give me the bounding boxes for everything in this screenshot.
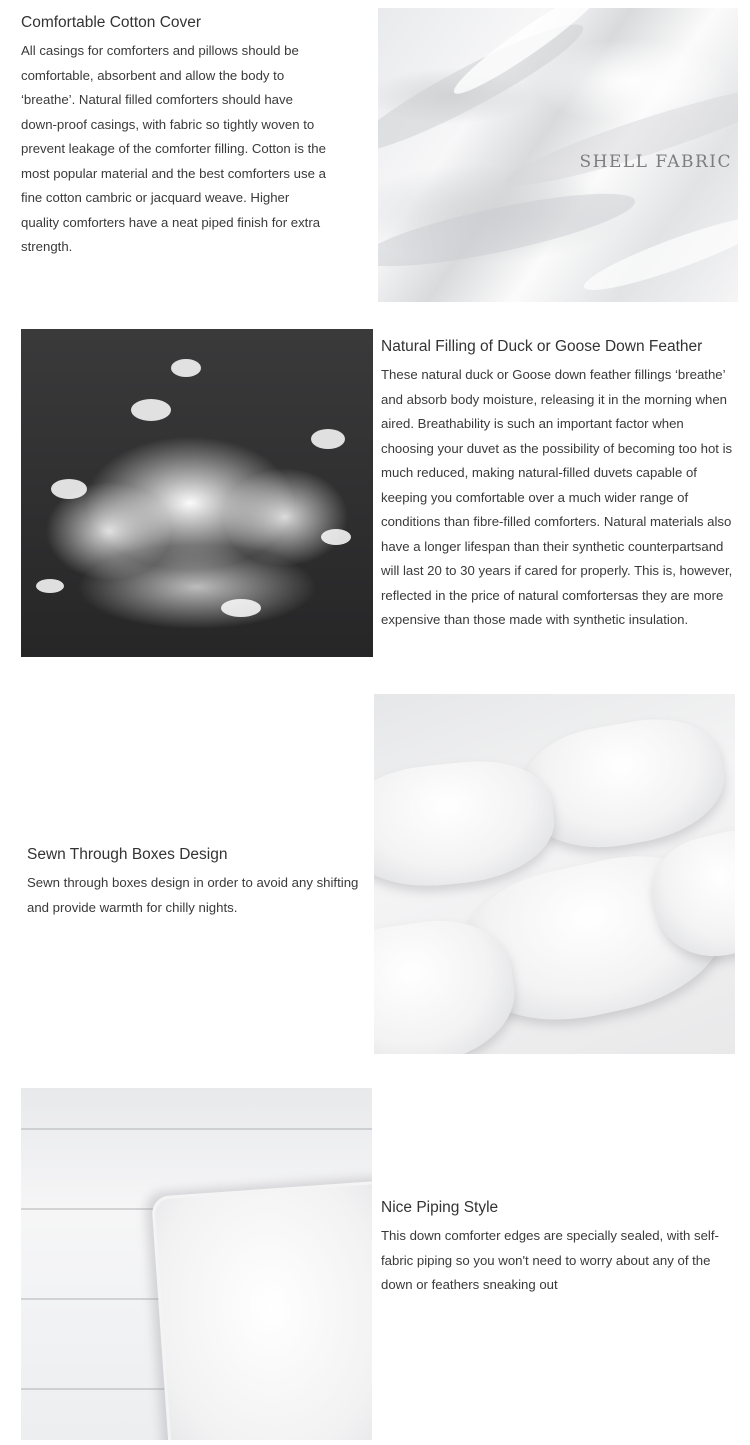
section-boxes-design [27,845,377,920]
section-heading: Natural Filling of Duck or Goose Down Feather [381,338,703,355]
down-feather-photo [21,329,373,657]
section-heading: Nice Piping Style [381,1199,499,1216]
pillow-with-piping [151,1180,372,1440]
section-heading: Sewn Through Boxes Design [27,846,228,863]
section-heading: Comfortable Cotton Cover [21,14,202,31]
shell-fabric-photo [378,8,738,302]
piping-edge-photo [21,1088,372,1440]
section-down-filling [381,337,736,633]
section-cotton-cover [21,13,326,260]
quilted-boxes-photo [374,694,735,1054]
section-piping-style [381,1198,736,1298]
section-body: These natural duck or Goose down feather fillings ‘breathe’ and absorb body moisture, releasing it in the morning when aired. Breathability is such an important factor when choosing your duvet as the possibility of becoming too hot is much reduced, making natural-filled duvets capable of keeping you comfortable over a much wider range of conditions than fibre-filled comforters. Natural materials also have a longer lifespan than their synthetic counterpartsand will last 20 to 30 years if cared for properly. This is, however, reflected in the price of natural comfortersas they are more expensive than those made with synthetic insulation. [381,367,733,627]
section-body: All casings for comforters and pillows should be comfortable, absorbent and allow the body to ‘breathe’. Natural filled comforters should have down-proof casings, with fabric so tightly woven to prevent leakage of the comforter filling. Cotton is the most popular material and the best comforters use a fine cotton cambric or jacquard weave. Higher quality comforters have a neat piped finish for extra strength. [21,43,326,254]
shell-fabric-label: SHELL FABRIC [579,152,732,172]
section-body: This down comforter edges are specially sealed, with self-fabric piping so you won't need to worry about any of the down or feathers sneaking out [381,1228,719,1292]
section-body: Sewn through boxes design in order to avoid any shifting and provide warmth for chilly nights. [27,875,359,915]
